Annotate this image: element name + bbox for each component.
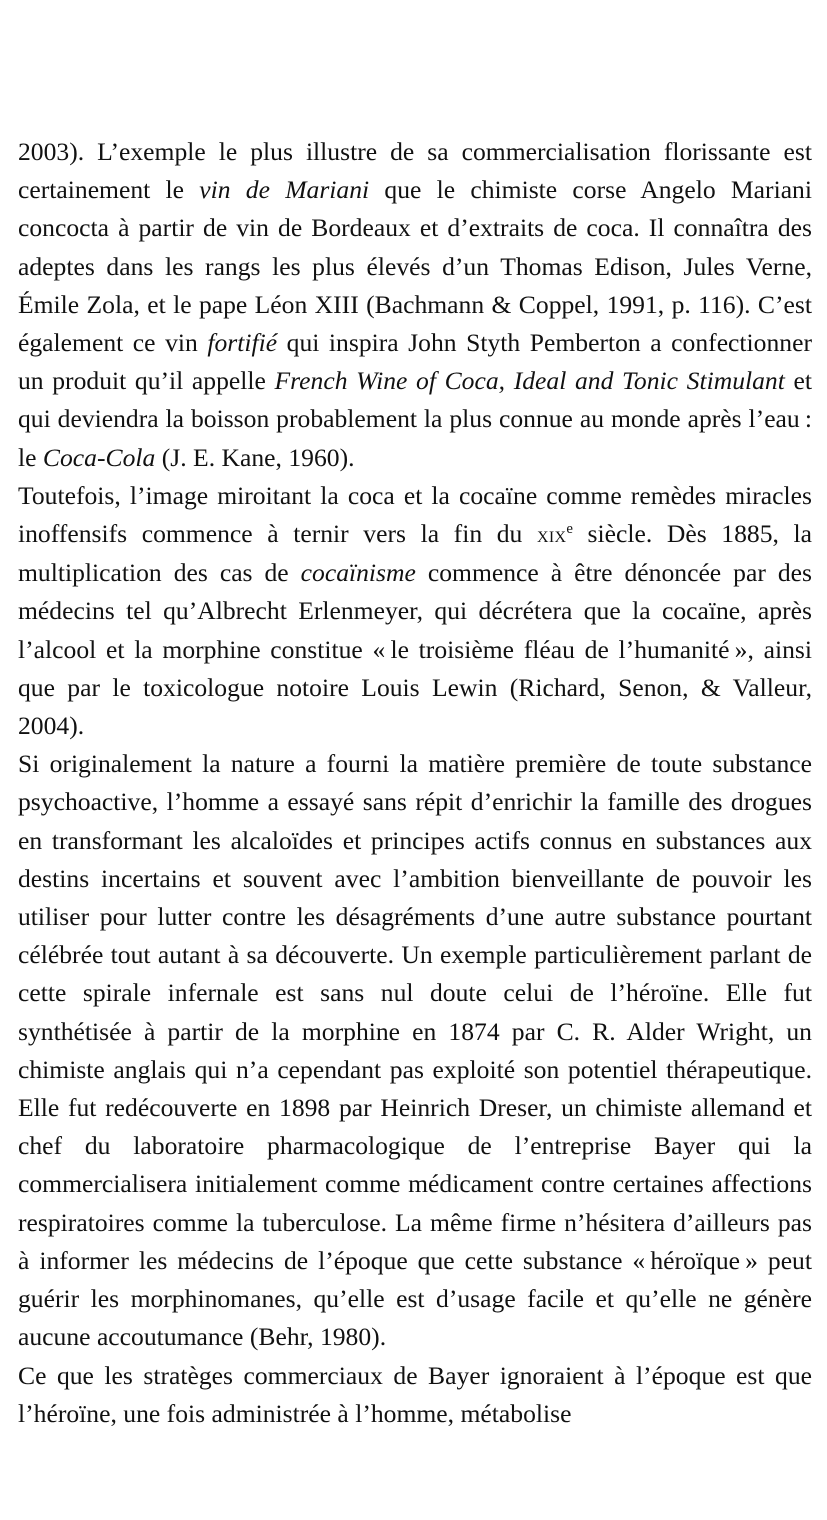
emphasis-text: fortifié bbox=[207, 328, 278, 358]
paragraph bbox=[18, 1357, 812, 1433]
body-text: Ce que les stratèges commerciaux de Bayer ignoraient à l’époque est que l’héroïne, une fois administrée à l’homme, métabolise bbox=[18, 1360, 812, 1428]
paragraph bbox=[18, 133, 812, 477]
body-text: qui inspira John Styth Pemberton a confectionner un produit qu’il appelle bbox=[18, 328, 812, 396]
body-text: Si originalement la nature a fourni la matière première de toute substance psychoactive, l’homme a essayé sans répit d’enrichir la famille des drogues en transformant les alcaloïdes et principes actifs connus en substances aux destins incertains et souvent avec l’ambition bienveillante de pouvoir les utiliser pour lutter contre les désagréments d’une autre substance pourtant célébrée tout autant à sa découverte. Un exemple particulièrement parlant de cette spirale infernale est sans nul doute celui de l’héroïne. Elle fut synthétisée à partir de la morphine en 1874 par C. R. Alder Wright, un chimiste anglais qui n’a cependant pas exploité son potentiel thérapeutique. Elle fut redécouverte en 1898 par Heinrich Dreser, un chimiste allemand et chef du laboratoire pharmacologique de l’entreprise Bayer qui la commercialisera initialement comme médicament contre certaines affections respiratoires comme la tuberculose. La même firme n’hésitera d’ailleurs pas à informer les médecins de l’époque que cette substance « héroïque » peut guérir les morphinomanes, qu’elle est d’usage facile et qu’elle ne génère aucune accoutumance (Behr, 1980). bbox=[18, 749, 812, 1352]
body-text-block bbox=[18, 133, 812, 1433]
ordinal-superscript: e bbox=[566, 520, 573, 537]
body-text: Toutefois, l’image miroitant la coca et la cocaïne comme remèdes miracles inoffensifs commence à ternir vers la fin du bbox=[18, 480, 812, 549]
body-text: siècle. Dès 1885, la multiplication des cas de bbox=[18, 519, 813, 588]
body-text: commence à être dénoncée par des médecins tel qu’Albrecht Erlenmeyer, qui décrétera que la cocaïne, après l’alcool et la morphine constitue « le troisième fléau de l’humanité », ainsi que par le toxicologue notoire Louis Lewin (Richard, Senon, & Valleur, 2004). bbox=[18, 558, 812, 741]
paragraph bbox=[18, 745, 812, 1356]
emphasis-text: vin de Mariani bbox=[199, 175, 370, 205]
emphasis-text: cocaïnisme bbox=[300, 558, 416, 588]
emphasis-text: Coca-Cola bbox=[42, 442, 156, 472]
body-text: et qui deviendra la boisson probablement la plus connue au monde après l’eau : le bbox=[18, 366, 812, 472]
body-text: (J. E. Kane, 1960). bbox=[155, 442, 355, 472]
emphasis-text: French Wine of Coca, Ideal and Tonic Stimulant bbox=[274, 366, 785, 396]
body-text: 2003). L’exemple le plus illustre de sa commercialisation florissante est certainement le bbox=[18, 137, 812, 205]
paragraph bbox=[18, 477, 812, 745]
body-text: que le chimiste corse Angelo Mariani concocta à partir de vin de Bordeaux et d’extraits de coca. Il connaîtra des adeptes dans les rangs les plus élevés d’un Thomas Edison, Jules Verne, Émile Zola, et le pape Léon XIII (Bachmann & Coppel, 1991, p. 116). C’est également ce vin bbox=[18, 175, 812, 358]
small-caps-text: xix bbox=[536, 522, 567, 549]
